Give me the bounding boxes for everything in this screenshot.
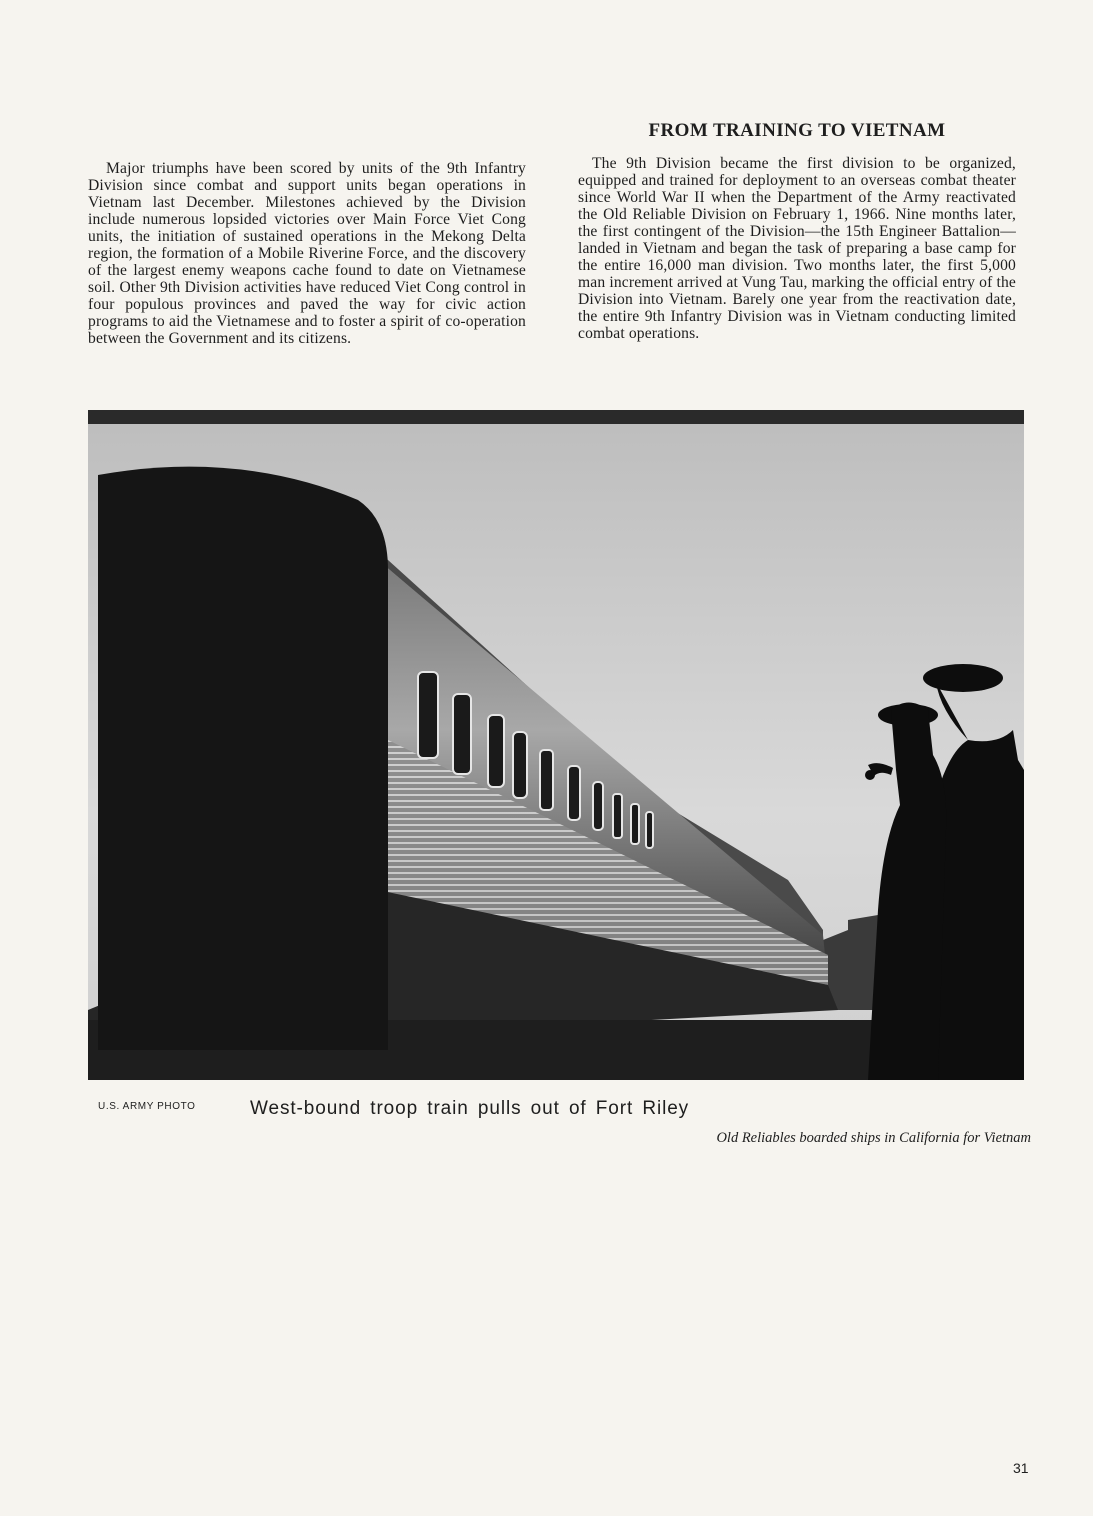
- photo-top-edge: [88, 410, 1024, 424]
- troop-train-photo: [88, 410, 1024, 1080]
- photo-caption: West-bound troop train pulls out of Fort Riley: [250, 1098, 690, 1119]
- troop-train-illustration: [88, 410, 1024, 1080]
- section-heading: FROM TRAINING TO VIETNAM: [648, 120, 946, 141]
- intro-paragraph: Major triumphs have been scored by units of the 9th Infantry Division since combat and support units began operations in Vietnam last December. Milestones achieved by the Division include numerous lopsided victories over Main Force Viet Cong units, the initiation of sustained operations in the Mekong Delta region, the formation of a Mobile Riverine Force, and the discovery of the largest enemy weapons cache found to date on Vietnamese soil. Other 9th Division activities have reduced Viet Cong control in four populous provinces and paved the way for civic action programs to aid the Vietnamese and to foster a spirit of co-operation between the Government and its citizens.: [88, 160, 526, 347]
- article-right-column: [578, 155, 1016, 342]
- body-paragraph: The 9th Division became the first division to be organized, equipped and trained for deployment to an overseas combat theater since World War II when the Department of the Army reactivated the Old Reliable Division on February 1, 1966. Nine months later, the first contingent of the Division—the 15th Engineer Battalion—landed in Vietnam and began the task of preparing a base camp for the entire 16,000 man division. Two months later, the first 5,000 man increment arrived at Vung Tau, marking the official entry of the Division into Vietnam. Barely one year from the reactivation date, the entire 9th Infantry Division was in Vietnam conducting limited combat operations.: [578, 155, 1016, 342]
- page-number: 31: [1013, 1460, 1029, 1476]
- train-car-rear: [98, 467, 388, 1050]
- photo-subcaption: Old Reliables boarded ships in California for Vietnam: [716, 1130, 1031, 1146]
- photo-credit: U.S. ARMY PHOTO: [98, 1101, 196, 1112]
- article-left-column: [88, 160, 526, 347]
